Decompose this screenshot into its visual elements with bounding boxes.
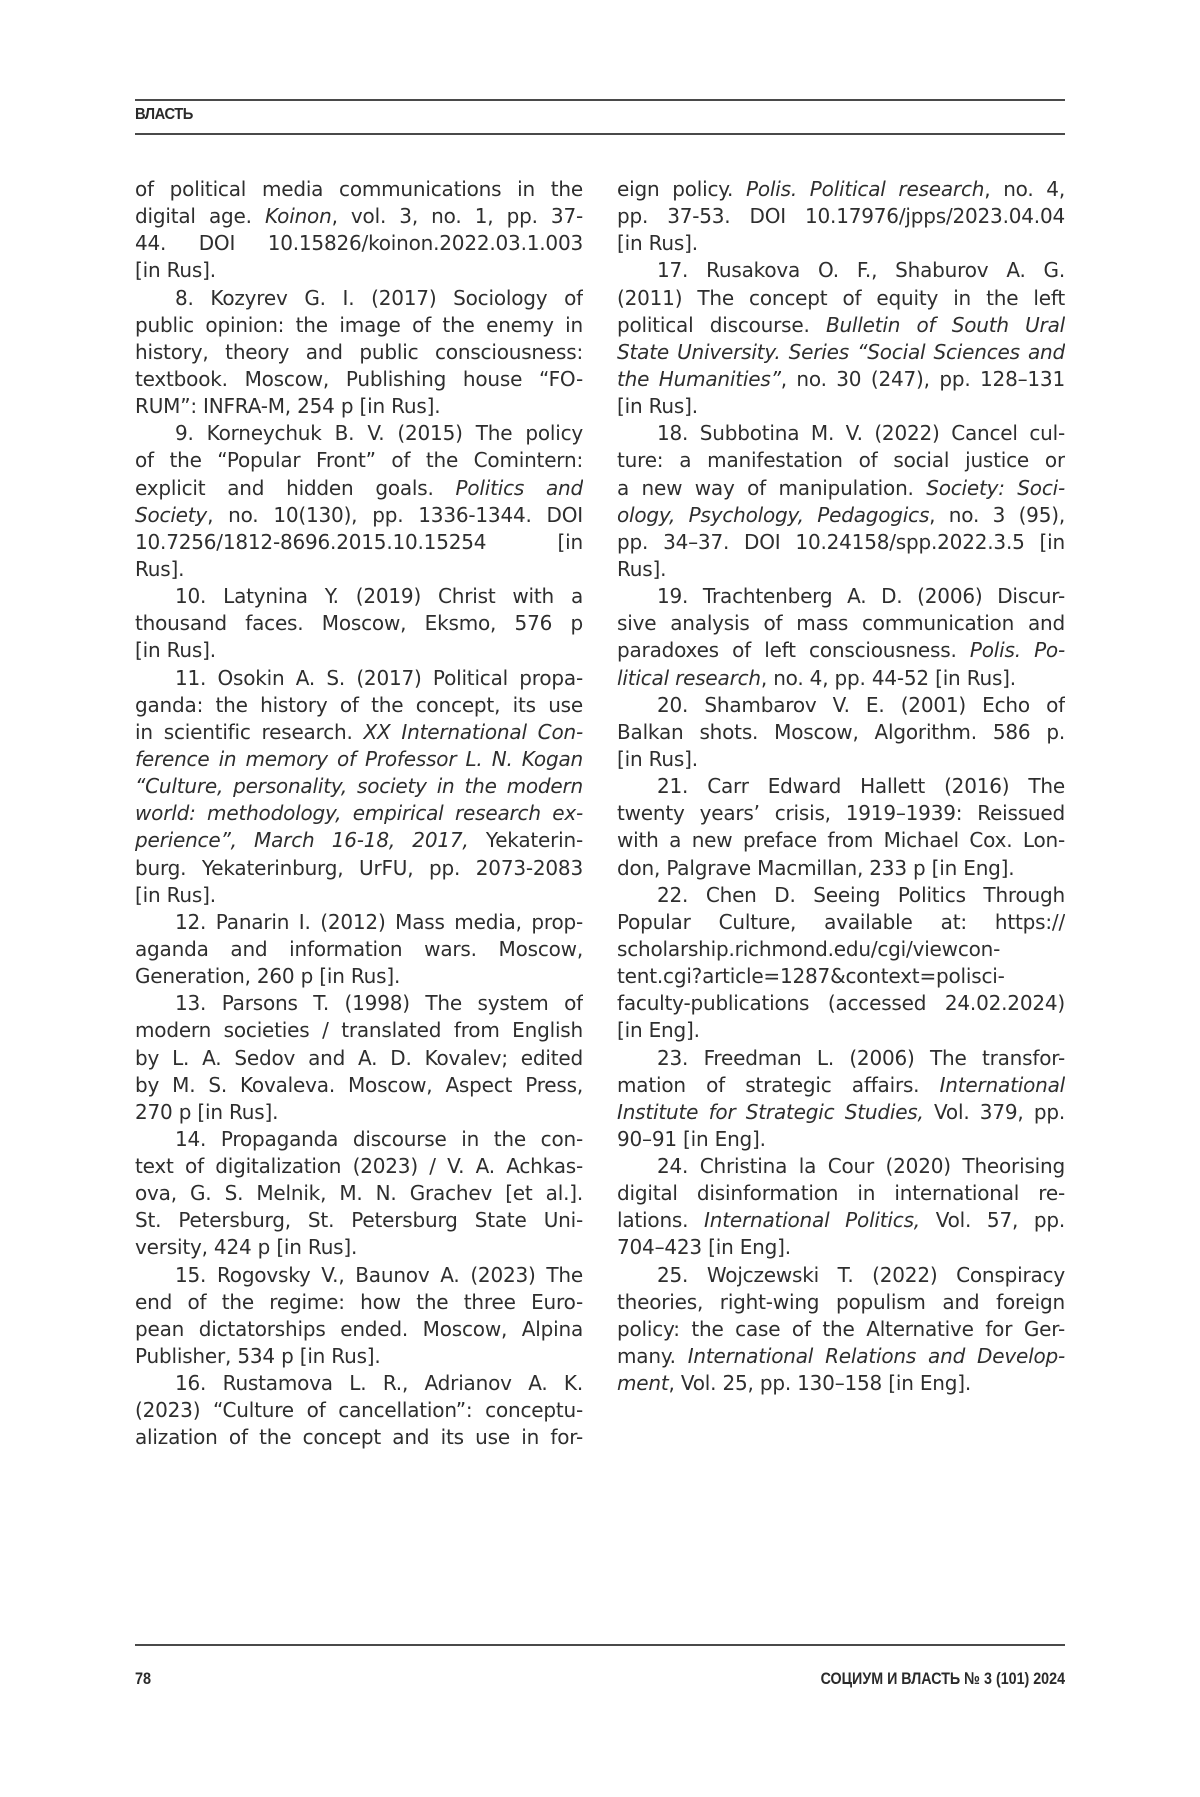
reference-line [135, 366, 583, 393]
reference-line [617, 1099, 1065, 1126]
reference-entry-start-line [135, 420, 583, 447]
reference-text: alization of the concept and its use in for- [135, 1425, 583, 1450]
reference-entry-start-line [617, 1262, 1065, 1289]
reference-text: [in Rus]. [617, 746, 698, 771]
reference-text: [in Rus]. [617, 394, 698, 419]
reference-line [135, 1397, 583, 1424]
reference-text: mation of strategic affairs. [617, 1072, 940, 1097]
reference-line [617, 719, 1065, 746]
reference-text: 8. Kozyrev G. I. (2017) Sociology of [175, 285, 583, 310]
reference-line [617, 990, 1065, 1017]
reference-line [617, 1316, 1065, 1343]
reference-line [617, 176, 1065, 203]
page-number: 78 [135, 1669, 152, 1688]
reference-text: theories, right-wing populism and foreign [617, 1289, 1065, 1314]
reference-italic-text: world: methodology, empirical research ex- [135, 801, 583, 826]
reference-italic-text: litical research [617, 665, 761, 690]
reference-text: modern societies / translated from English [135, 1018, 583, 1043]
reference-entry-start-line [135, 990, 583, 1017]
reference-entry-start-line [135, 665, 583, 692]
running-head: ВЛАСТЬ [135, 106, 193, 123]
reference-text: 17. Rusakova O. F., Shaburov A. G. [657, 258, 1065, 283]
reference-text: policy: the case of the Alternative for Ger- [617, 1316, 1065, 1341]
reference-line [135, 176, 583, 203]
reference-entry-start-line [135, 1370, 583, 1397]
reference-text: 12. Panarin I. (2012) Mass media, prop- [175, 909, 583, 934]
reference-italic-text: Bulletin of South Ural [825, 312, 1065, 337]
reference-line [135, 475, 583, 502]
reference-line [617, 1370, 1065, 1397]
reference-line [135, 1017, 583, 1044]
reference-line [135, 339, 583, 366]
reference-line [135, 203, 583, 230]
reference-line [135, 393, 583, 420]
reference-text: pean dictatorships ended. Moscow, Alpina [135, 1316, 583, 1341]
reference-line [617, 556, 1065, 583]
reference-text: [in Rus]. [135, 258, 216, 283]
reference-text: 9. Korneychuk B. V. (2015) The policy [175, 421, 583, 446]
reference-italic-text: International Relations and Develop- [687, 1344, 1065, 1369]
reference-line [135, 936, 583, 963]
references-column-left [135, 176, 583, 1452]
reference-text: with a new preface from Michael Cox. Lon- [617, 828, 1065, 853]
reference-italic-text: Society: Soci- [926, 475, 1065, 500]
reference-text: digital age. [135, 204, 265, 229]
reference-text: many. [617, 1344, 688, 1369]
reference-line [135, 882, 583, 909]
reference-text: ture: a manifestation of social justice or [617, 448, 1065, 473]
reference-line [135, 1289, 583, 1316]
reference-text: Generation, 260 p [in Rus]. [135, 964, 401, 989]
reference-text: scholarship.richmond.edu/cgi/viewcon- [617, 936, 1001, 961]
reference-line [135, 529, 583, 556]
reference-text: 16. Rustamova L. R., Adrianov A. K. [175, 1371, 583, 1396]
reference-text: 24. Christina la Cour (2020) Theorising [657, 1154, 1065, 1179]
reference-line [135, 1343, 583, 1370]
reference-text: political discourse. [617, 312, 826, 337]
reference-text: 704–423 [in Eng]. [617, 1235, 791, 1260]
reference-line [617, 1289, 1065, 1316]
reference-text: [in Eng]. [617, 1018, 700, 1043]
reference-entry-start-line [135, 285, 583, 312]
reference-text: pp. 37-53. DOI 10.17976/jpps/2023.04.04 [617, 204, 1065, 229]
reference-line [135, 827, 583, 854]
reference-line [135, 1099, 583, 1126]
reference-text: don, Palgrave Macmillan, 233 p [in Eng]. [617, 855, 1015, 880]
reference-text: , no. 30 (247), pp. 128–131 [780, 366, 1065, 391]
reference-line [135, 502, 583, 529]
reference-line [617, 1126, 1065, 1153]
reference-line [617, 1207, 1065, 1234]
reference-line [135, 312, 583, 339]
reference-text: (2023) “Culture of cancellation”: conceptu- [135, 1398, 583, 1423]
reference-text: 10.7256/1812-8696.2015.10.15254 [in [135, 529, 583, 554]
reference-text: 23. Freedman L. (2006) The transfor- [657, 1045, 1065, 1070]
reference-line [617, 447, 1065, 474]
reference-line [617, 963, 1065, 990]
reference-text: 25. Wojczewski T. (2022) Conspiracy [657, 1262, 1065, 1287]
reference-entry-start-line [135, 909, 583, 936]
reference-line [617, 665, 1065, 692]
reference-italic-text: XX International Con- [363, 719, 583, 744]
reference-italic-text: ference in memory of Professor L. N. Kogan [135, 746, 583, 771]
footer-rule [135, 1644, 1065, 1646]
reference-line [135, 637, 583, 664]
reference-italic-text: the Humanities” [617, 366, 781, 391]
reference-text: , no. 4, [984, 177, 1065, 201]
reference-italic-text: ment [617, 1371, 669, 1396]
reference-line [135, 556, 583, 583]
reference-line [135, 1424, 583, 1451]
reference-italic-text: Koinon [264, 204, 332, 229]
reference-text: Vol. 379, pp. [923, 1099, 1065, 1124]
reference-line [135, 800, 583, 827]
reference-text: 20. Shambarov V. E. (2001) Echo of [657, 692, 1065, 717]
reference-line [135, 692, 583, 719]
reference-text: RUM”: INFRA-M, 254 p [in Rus]. [135, 394, 441, 419]
reference-line [135, 1072, 583, 1099]
reference-text: , no. 10(130), pp. 1336-1344. DOI [207, 502, 583, 527]
reference-text: St. Petersburg, St. Petersburg State Uni- [135, 1208, 583, 1233]
reference-text: Popular Culture, available at: https:// [617, 909, 1065, 934]
reference-text: , no. 3 (95), [929, 502, 1065, 527]
reference-text: in scientific research. [135, 719, 364, 744]
reference-line [135, 1153, 583, 1180]
reference-line [617, 475, 1065, 502]
reference-text: 44. DOI 10.15826/koinon.2022.03.1.003 [135, 231, 583, 256]
reference-line [617, 610, 1065, 637]
reference-text: 90–91 [in Eng]. [617, 1126, 766, 1151]
reference-text: twenty years’ crisis, 1919–1939: Reissued [617, 801, 1065, 826]
reference-line [617, 827, 1065, 854]
reference-text: Rus]. [135, 556, 185, 581]
reference-line [617, 230, 1065, 257]
reference-entry-start-line [135, 1126, 583, 1153]
reference-text: by L. A. Sedov and A. D. Kovalev; edited [135, 1045, 583, 1070]
reference-text: [in Rus]. [135, 882, 216, 907]
reference-line [135, 257, 583, 284]
reference-line [135, 1180, 583, 1207]
reference-italic-text: Polis. Po- [969, 638, 1065, 663]
header-rule-top [135, 99, 1065, 101]
reference-line [617, 909, 1065, 936]
reference-text: a new way of manipulation. [617, 475, 927, 500]
reference-text: Publisher, 534 p [in Rus]. [135, 1344, 381, 1369]
reference-line [135, 447, 583, 474]
reference-text: of political media communications in the [135, 177, 583, 201]
header-rule-bottom [135, 133, 1065, 135]
reference-line [135, 1316, 583, 1343]
journal-issue: СОЦИУМ И ВЛАСТЬ № 3 (101) 2024 [820, 1669, 1065, 1688]
reference-text: (2011) The concept of equity in the left [617, 285, 1065, 310]
reference-line [617, 502, 1065, 529]
reference-text: 13. Parsons T. (1998) The system of [175, 991, 583, 1016]
reference-text: 270 p [in Rus]. [135, 1099, 279, 1124]
reference-line [135, 746, 583, 773]
reference-line [135, 610, 583, 637]
reference-text: end of the regime: how the three Euro- [135, 1289, 583, 1314]
reference-line [617, 1180, 1065, 1207]
reference-italic-text: Institute for Strategic Studies, [617, 1099, 924, 1124]
reference-line [617, 366, 1065, 393]
reference-text: 22. Chen D. Seeing Politics Through [657, 882, 1065, 907]
reference-line [135, 1234, 583, 1261]
reference-text: 19. Trachtenberg A. D. (2006) Discur- [657, 584, 1065, 609]
reference-text: digital disinformation in international re- [617, 1181, 1065, 1206]
reference-text: public opinion: the image of the enemy in [135, 312, 583, 337]
reference-line [617, 936, 1065, 963]
reference-italic-text: perience”, March 16-18, 2017, [135, 828, 469, 853]
reference-text: eign policy. [617, 177, 747, 201]
reference-text: Rus]. [617, 556, 667, 581]
reference-entry-start-line [135, 583, 583, 610]
reference-line [135, 1045, 583, 1072]
reference-line [617, 1343, 1065, 1370]
reference-line [617, 855, 1065, 882]
reference-line [135, 773, 583, 800]
reference-text: [in Rus]. [135, 638, 216, 663]
reference-entry-start-line [617, 773, 1065, 800]
reference-text: 10. Latynina Y. (2019) Christ with a [175, 584, 583, 609]
reference-text: versity, 424 p [in Rus]. [135, 1235, 358, 1260]
reference-entry-start-line [617, 882, 1065, 909]
reference-text: by M. S. Kovaleva. Moscow, Aspect Press, [135, 1072, 583, 1097]
reference-italic-text: Polis. Political research [746, 177, 985, 201]
reference-text: Yekaterin- [468, 828, 583, 853]
reference-text: paradoxes of left consciousness. [617, 638, 970, 663]
reference-entry-start-line [135, 1262, 583, 1289]
reference-text: 15. Rogovsky V., Baunov A. (2023) The [175, 1262, 583, 1287]
reference-text: 14. Propaganda discourse in the con- [175, 1126, 583, 1151]
reference-text: textbook. Moscow, Publishing house “FO- [135, 366, 583, 391]
reference-text: of the “Popular Front” of the Comintern: [135, 448, 583, 473]
reference-text: ova, G. S. Melnik, M. N. Grachev [et al.]. [135, 1181, 583, 1206]
reference-line [135, 230, 583, 257]
reference-text: pp. 34–37. DOI 10.24158/spp.2022.3.5 [in [617, 529, 1065, 554]
reference-text: , no. 4, pp. 44-52 [in Rus]. [760, 665, 1016, 690]
reference-line [617, 1234, 1065, 1261]
reference-text: lations. [617, 1208, 705, 1233]
reference-text: , Vol. 25, pp. 130–158 [in Eng]. [668, 1371, 972, 1396]
reference-text: thousand faces. Moscow, Eksmo, 576 p [135, 611, 583, 636]
reference-text: text of digitalization (2023) / V. A. Achkas- [135, 1154, 583, 1179]
reference-text: history, theory and public consciousness: [135, 339, 583, 364]
reference-text: 21. Carr Edward Hallett (2016) The [657, 774, 1065, 799]
reference-text: , vol. 3, no. 1, pp. 37- [331, 204, 583, 229]
reference-line [617, 1072, 1065, 1099]
reference-text: sive analysis of mass communication and [617, 611, 1065, 636]
reference-line [617, 285, 1065, 312]
reference-entry-start-line [617, 1045, 1065, 1072]
reference-text: 11. Osokin A. S. (2017) Political propa- [175, 665, 583, 690]
reference-italic-text: Society [135, 502, 208, 527]
reference-line [617, 203, 1065, 230]
reference-line [617, 800, 1065, 827]
reference-text: tent.cgi?article=1287&context=polisci- [617, 964, 1005, 989]
reference-italic-text: Politics and [455, 475, 583, 500]
reference-text: faculty-publications (accessed 24.02.2024) [617, 991, 1065, 1016]
reference-italic-text: State University. Series “Social Sciences and [617, 339, 1065, 364]
reference-text: Balkan shots. Moscow, Algorithm. 586 p. [617, 719, 1065, 744]
reference-text: 18. Subbotina M. V. (2022) Cancel cul- [657, 421, 1065, 446]
reference-text: burg. Yekaterinburg, UrFU, pp. 2073-2083 [135, 855, 583, 880]
reference-entry-start-line [617, 257, 1065, 284]
reference-entry-start-line [617, 1153, 1065, 1180]
reference-line [135, 963, 583, 990]
reference-text: ganda: the history of the concept, its use [135, 692, 583, 717]
reference-text: [in Rus]. [617, 231, 698, 256]
reference-entry-start-line [617, 420, 1065, 447]
reference-line [617, 339, 1065, 366]
reference-line [135, 855, 583, 882]
reference-text: aganda and information wars. Moscow, [135, 936, 583, 961]
reference-line [617, 312, 1065, 339]
reference-line [617, 393, 1065, 420]
reference-entry-start-line [617, 583, 1065, 610]
reference-line [135, 719, 583, 746]
reference-line [617, 746, 1065, 773]
reference-italic-text: International Politics, [704, 1208, 920, 1233]
reference-line [617, 637, 1065, 664]
reference-italic-text: “Culture, personality, society in the modern [135, 774, 583, 799]
reference-text: Vol. 57, pp. [919, 1208, 1065, 1233]
references-column-right [617, 176, 1065, 1397]
reference-entry-start-line [617, 692, 1065, 719]
reference-italic-text: International [939, 1072, 1065, 1097]
reference-text: explicit and hidden goals. [135, 475, 456, 500]
reference-line [135, 1207, 583, 1234]
reference-italic-text: ology, Psychology, Pedagogics [617, 502, 930, 527]
reference-line [617, 529, 1065, 556]
reference-line [617, 1017, 1065, 1044]
